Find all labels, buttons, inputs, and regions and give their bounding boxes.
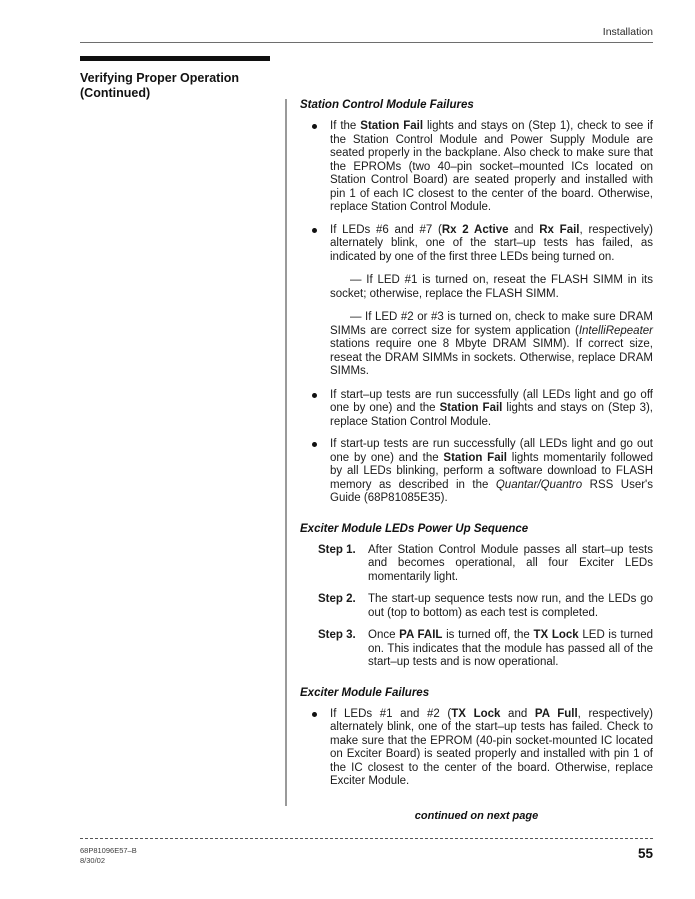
continued-note: continued on next page bbox=[414, 810, 539, 822]
running-header bbox=[80, 26, 653, 38]
bullet-item bbox=[312, 389, 653, 430]
bullet-dot-icon bbox=[312, 712, 317, 717]
page-footer bbox=[80, 810, 653, 865]
step-text: After Station Control Module passes all start–up tests and becomes operational, all four Exciter LEDs momentarily light. bbox=[368, 543, 653, 583]
bullet-item bbox=[312, 224, 653, 265]
page-title bbox=[80, 71, 285, 101]
bullet-item bbox=[312, 120, 653, 215]
section-station-control-module-failures bbox=[300, 99, 653, 506]
bullet-dot-icon bbox=[312, 442, 317, 447]
dash-paragraph: — If LED #1 is turned on, reseat the FLASH SIMM in its socket; otherwise, replace the FLASH SIMM. bbox=[330, 274, 653, 300]
section-title-bar bbox=[80, 56, 270, 61]
page-content bbox=[80, 56, 653, 806]
bullet-dot-icon bbox=[312, 124, 317, 129]
step-label: Step 1. bbox=[318, 543, 356, 556]
header-section-label: Installation bbox=[602, 26, 653, 38]
step-label: Step 2. bbox=[318, 593, 356, 605]
section-heading: Exciter Module LEDs Power Up Sequence bbox=[300, 522, 529, 535]
bullet-item bbox=[312, 438, 653, 506]
step-text: The start-up sequence tests now run, and the LEDs go out (top to bottom) as each test is completed. bbox=[368, 593, 653, 619]
header-rule bbox=[80, 42, 653, 43]
section-exciter-leds-power-up-sequence bbox=[300, 523, 653, 670]
section-heading: Exciter Module Failures bbox=[300, 686, 430, 699]
bullet-text: If the Station Fail lights and stays on (Step 1), check to see if the Station Control Module and Power Supply Module are seated properly in the backplane. Also check to make sure that the EPROMs (two 40–pin socket–mounted ICs located on Station Control Board) are seated properly and installed with pin 1 of each IC closest to the center of the board. Otherwise, replace Station Control Module. bbox=[330, 120, 653, 213]
step-row bbox=[318, 629, 653, 670]
footer-row bbox=[80, 846, 653, 865]
bullet-text: If start-up tests are run successfully (all LEDs light and go out one by one) and the Station Fail lights momentarily followed by all LEDs blinking, perform a software download to FLASH memory as described in the Quantar/Quantro RSS User's Guide (68P81085E35). bbox=[330, 438, 653, 504]
page-number: 55 bbox=[637, 846, 653, 861]
step-label: Step 3. bbox=[318, 629, 356, 641]
page-title-line1: Verifying Proper Operation bbox=[80, 71, 240, 85]
doc-date: 8/30/02 bbox=[80, 855, 106, 865]
bullet-text: If LEDs #1 and #2 (TX Lock and PA Full, respectively) alternately blink, one of the start–up tests has failed. Check to make sure that the EPROM (40-pin socket-mounted IC located on Exciter Board) is seated properly and installed with pin 1 of the IC closest to the center of the board. Otherwise, replace Exciter Module. bbox=[330, 707, 654, 787]
step-row bbox=[318, 593, 653, 620]
bullet-item bbox=[312, 708, 653, 789]
section-exciter-module-failures bbox=[300, 687, 653, 789]
doc-number: 68P81096E57–B bbox=[80, 846, 137, 855]
step-row bbox=[318, 544, 653, 585]
step-text: Once PA FAIL is turned off, the TX Lock LED is turned on. This indicates that the module has passed all of the start–up tests and is now operational. bbox=[368, 629, 653, 668]
bullet-text: If start–up tests are run successfully (all LEDs light and go off one by one) and the Station Fail lights and stays on (Step 3), replace Station Control Module. bbox=[330, 388, 654, 428]
bullet-text: If LEDs #6 and #7 (Rx 2 Active and Rx Fail, respectively) alternately blink, one of the start–up tests has failed, as indicated by one of the first three LEDs being turned on. bbox=[330, 223, 653, 263]
section-heading: Station Control Module Failures bbox=[300, 99, 474, 111]
doc-info bbox=[80, 846, 137, 865]
footer-rule bbox=[80, 838, 653, 839]
left-column bbox=[80, 56, 285, 806]
page-title-line2: (Continued) bbox=[80, 86, 151, 100]
main-column bbox=[285, 99, 653, 806]
bullet-dot-icon bbox=[312, 393, 317, 398]
dash-paragraph: — If LED #2 or #3 is turned on, check to make sure DRAM SIMMs are correct size for system application (IntelliRepeater stations require one 8 Mbyte DRAM SIMM). If correct size, reseat the DRAM SIMMs in sockets. Otherwise, replace DRAM SIMMs. bbox=[330, 311, 653, 377]
bullet-dot-icon bbox=[312, 228, 317, 233]
